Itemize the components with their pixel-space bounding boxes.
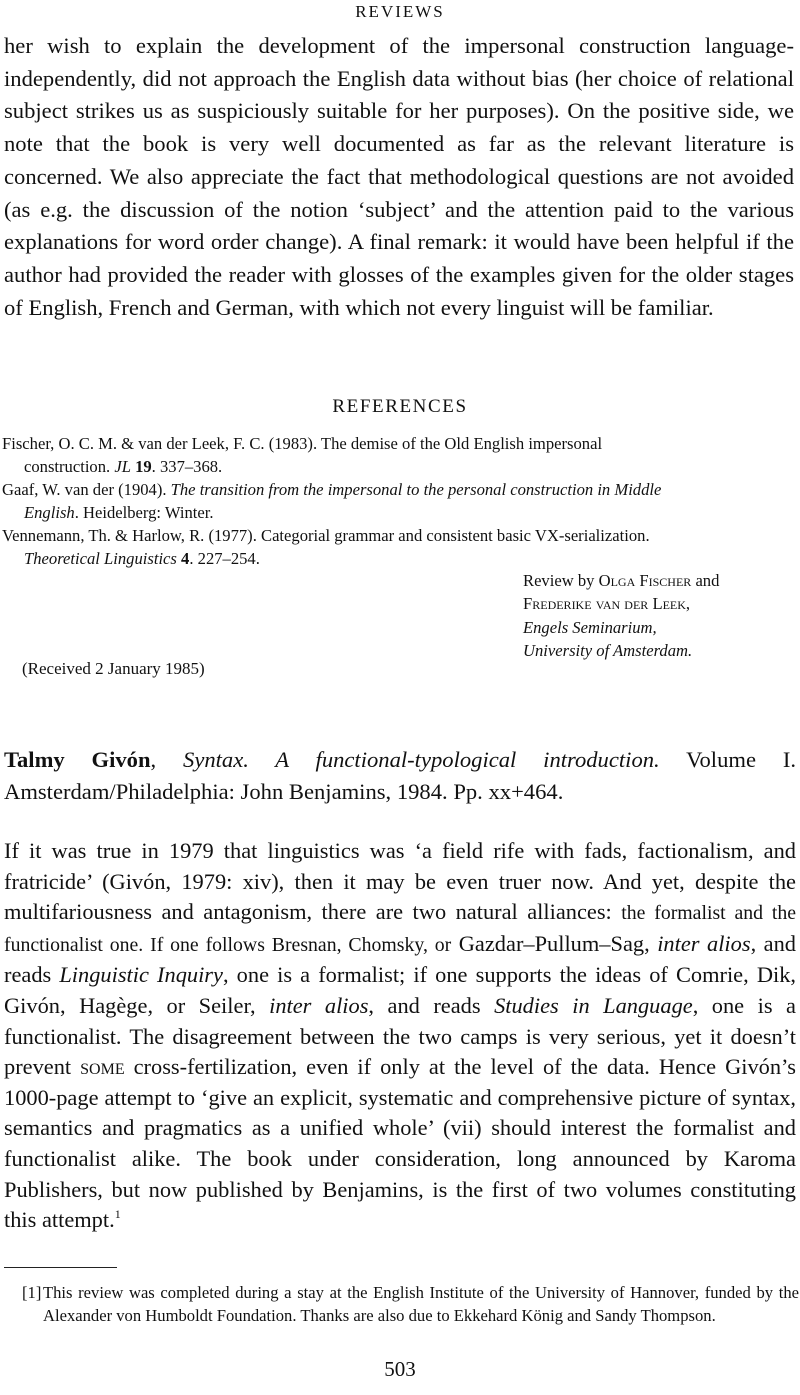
body-italic: Studies in Language bbox=[494, 992, 693, 1018]
affiliation-text: University of Amsterdam. bbox=[523, 640, 693, 660]
page-range: . 227–254. bbox=[189, 548, 260, 568]
body-italic: inter alios bbox=[657, 930, 751, 956]
publisher: . Heidelberg: Winter. bbox=[74, 502, 214, 522]
reviewer-affiliation-1 bbox=[523, 616, 719, 639]
reference-item bbox=[2, 525, 798, 570]
footnote-number: [1] bbox=[22, 1283, 42, 1302]
body-text: the formalist and the functionalist one. If one follows Bresnan, Chomsky, or bbox=[4, 902, 796, 956]
footnote-text: This review was completed during a stay at the English Institute of the University of Hannover, funded by the Alexander von Humboldt Foundation. Thanks are also due to Ekkehard König and Sandy Thompson. bbox=[43, 1283, 799, 1326]
reference-continuation bbox=[2, 548, 798, 571]
book-details: Volume I. Amsterdam/Philadelphia: John Benjamins, 1984. Pp. xx+464. bbox=[4, 747, 796, 804]
book-title: The transition from the impersonal to the personal construction in Middle bbox=[170, 480, 662, 499]
footnote bbox=[22, 1281, 799, 1328]
reference-authors: Vennemann, Th. & Harlow, R. (1977). Categorial grammar and consistent basic VX-serialization. bbox=[2, 526, 650, 545]
footnote-rule bbox=[4, 1267, 117, 1268]
reviewer-affiliation-2 bbox=[523, 639, 719, 662]
reviewer-name-2: Frederike van der Leek bbox=[523, 594, 686, 614]
reviewer-line-2 bbox=[523, 592, 719, 615]
body-text: , one is a formalist; if one supports the ideas of Comrie, Dik, Givón, Hagège, or Seiler, bbox=[4, 962, 797, 1018]
body-text: , one is a functionalist. The disagreement between the two camps is very serious, yet it doesn’t prevent bbox=[4, 992, 796, 1080]
reference-continuation bbox=[2, 502, 798, 525]
reference-authors: Fischer, O. C. M. & van der Leek, F. C. (1983). The demise of the Old English impersonal bbox=[2, 434, 603, 453]
page-number: 503 bbox=[384, 1357, 416, 1381]
reviewer-name-1: Olga Fischer bbox=[598, 571, 692, 590]
reference-text: construction. bbox=[24, 456, 115, 476]
reference-continuation bbox=[2, 456, 798, 479]
body-text: , and reads bbox=[368, 992, 495, 1018]
body-text: If it was true in 1979 that linguistics was ‘a field rife with fads, factionalism, and fratricide’ (Givón, 1979: xiv), then it may be even truer now. And yet, despite the multifariousness and antagonism, there are two natural alliances: bbox=[4, 838, 796, 925]
running-header: REVIEWS bbox=[355, 2, 445, 21]
body-smallcaps: some bbox=[80, 1054, 125, 1080]
separator: , bbox=[150, 747, 184, 772]
reviewer-conj: and bbox=[691, 571, 720, 590]
footnote-marker[interactable]: 1 bbox=[114, 1207, 121, 1222]
body-text: cross-fertilization, even if only at the level of the data. Hence Givón’s 1000-page attempt to ‘give an explicit, systematic and comprehensive picture of syntax, semantics and pragmatics as a unified whole’ (vii) should interest the formalist and functionalist alike. The book under consideration, long announced by Karoma Publishers, but now published by Benjamins, is the first of two volumes constituting this attempt. bbox=[4, 1054, 796, 1233]
body-italic: inter alios bbox=[269, 992, 369, 1018]
reference-text: Gaaf, W. van der (1904). bbox=[2, 480, 171, 499]
references-heading: REFERENCES bbox=[332, 396, 468, 417]
affiliation-text: Engels Seminarium, bbox=[523, 617, 657, 637]
page-range: . 337–368. bbox=[151, 456, 223, 476]
body-text: , and reads bbox=[4, 930, 797, 988]
volume-number: 4 bbox=[176, 548, 190, 568]
review-body-paragraph bbox=[4, 836, 796, 1236]
reviewer-signature bbox=[523, 569, 719, 662]
journal-name: JL bbox=[114, 456, 131, 476]
continuation-paragraph: her wish to explain the development of the impersonal construction language-independently, did not approach the English data without bias (her choice of relational subject strikes us as suspiciously suitable for her purposes). On the positive side, we note that the book is very well documented as far as the relevant literature is concerned. We also appreciate the fact that methodological questions are not avoided (as e.g. the discussion of the notion ‘subject’ and the attention paid to the various explanations for word order change). A final remark: it would have been helpful if the author had provided the reader with glosses of the examples given for the older stages of English, French and German, with which not every linguist will be familiar. bbox=[4, 33, 794, 320]
reviewer-prefix: Review by bbox=[523, 571, 599, 590]
reviewer-line-1 bbox=[523, 569, 719, 592]
volume-number: 19 bbox=[130, 456, 152, 476]
book-author: Talmy Givón bbox=[4, 747, 151, 772]
journal-name: Theoretical Linguistics bbox=[24, 548, 177, 568]
reference-item bbox=[2, 433, 798, 478]
book-title-cont: English bbox=[24, 502, 75, 522]
body-italic: Linguistic Inquiry bbox=[59, 962, 223, 988]
reference-list bbox=[2, 433, 798, 571]
book-title: Syntax. A functional-typological introduction. bbox=[183, 747, 660, 772]
body-text: Gazdar–Pullum–Sag, bbox=[451, 930, 658, 956]
book-heading bbox=[4, 744, 796, 808]
reference-item bbox=[2, 479, 798, 524]
reviewer-trail: , bbox=[685, 594, 691, 614]
received-date: (Received 2 January 1985) bbox=[22, 659, 205, 678]
reference-authors bbox=[2, 479, 798, 502]
